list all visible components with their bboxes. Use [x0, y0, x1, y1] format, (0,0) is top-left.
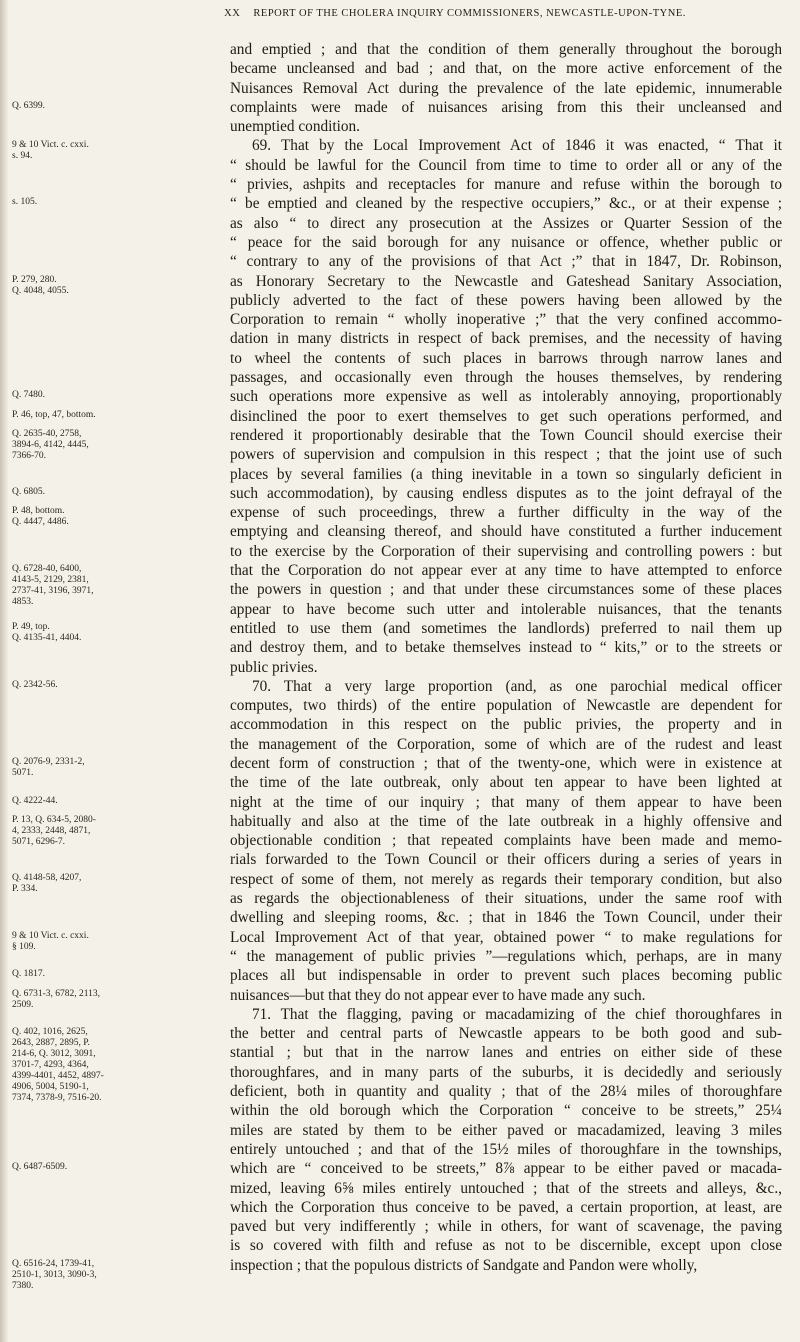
text-line: inspection ; that the populous districts of Sandgate and Pandon were wholly, [230, 1256, 698, 1274]
margin-note-line: Q. 4222-44. [12, 795, 58, 806]
text-line: computes, two thirds) of the entire population of Newcastle are dependent for [230, 697, 782, 715]
margin-note-line: 5071. [12, 768, 34, 779]
text-line: paved but very indifferently ; while in others, for want of scavenage, the paving [230, 1218, 782, 1236]
text-line: the powers in question ; and that under these circumstances some of these places [230, 581, 782, 599]
text-line: decent form of construction ; that of the twenty-one, which were in existence at [230, 754, 782, 772]
margin-note-line: 2510-1, 3013, 3090-3, [12, 1269, 97, 1280]
text-line: to the exercise by the Corporation of their supervising and controlling powers : but [230, 542, 782, 560]
text-line: entirely untouched ; and that of the 15½ miles of thoroughfare in the townships, [230, 1140, 782, 1158]
margin-note-line: Q. 1817. [12, 969, 45, 980]
text-line: such operations more expensive as well as intolerably annoying, proportionably [230, 388, 782, 406]
text-line: which the Corporation thus conceive to be paved, a certain proportion, at least, are [230, 1198, 782, 1216]
text-line: stantial ; but that in the narrow lanes and entries on either side of these [230, 1044, 782, 1062]
margin-note [12, 390, 120, 401]
margin-note-line: Q. 7480. [12, 390, 45, 401]
text-line: “ should be lawful for the Council from time to time to order all or any of the [230, 156, 782, 174]
margin-note-line: 2509. [12, 999, 34, 1010]
text-line: within the old borough which the Corporation “ conceive to be streets,” 25¼ [230, 1102, 782, 1120]
margin-note [12, 757, 120, 779]
margin-note-line: 7380. [12, 1280, 34, 1291]
text-line: the management of the Corporation, some of which are of the rudest and least [230, 735, 782, 753]
text-line: became uncleansed and bad ; and that, on the more active enforcement of the [230, 60, 782, 78]
margin-note-line: Q. 6487-6509. [12, 1162, 68, 1173]
margin-note [12, 429, 120, 462]
margin-note [12, 564, 120, 608]
margin-note-line: P. 49, top. [12, 622, 50, 632]
text-line: “ peace for the said borough for any nuisance or offence, whether public or [230, 233, 782, 251]
margin-note [12, 931, 120, 953]
text-line: “ be emptied and cleaned by the respective occupiers,” &c., or at their expense ; [230, 195, 782, 213]
margin-note-line: Q. 6728-40, 6400, [12, 564, 82, 575]
margin-note-line: Q. 4148-58, 4207, [12, 872, 82, 883]
text-line: the better and central parts of Newcastle appears to be both good and sub- [230, 1025, 782, 1043]
margin-note [12, 969, 120, 980]
margin-note [12, 989, 120, 1011]
margin-note [12, 680, 120, 691]
text-line: complaints were made of nuisances arising from this their uncleansed and [230, 98, 782, 116]
text-line: 70. That a very large proportion (and, as one parochial medical officer [252, 677, 782, 695]
text-line: “ the management of public privies ”—regulations which, perhaps, are in many [230, 947, 782, 965]
text-line: accommodation in this respect on the public privies, the property and in [230, 716, 782, 734]
margin-note-line: Q. 2635-40, 2758, [12, 429, 82, 439]
text-line: entitled to use them (and sometimes the landlords) preferred to nail them up [230, 619, 782, 637]
text-line: as regards the objectionableness of their situations, under the same roof with [230, 890, 782, 908]
text-line: “ contrary to any of the provisions of that Act ;” that in 1847, Dr. Robinson, [230, 253, 782, 271]
margin-note [12, 101, 120, 112]
margin-note [12, 140, 120, 162]
text-line: nuisances—but that they do not appear ever to have made any such. [230, 986, 646, 1004]
margin-note-line: P. 48, bottom. [12, 506, 65, 517]
margin-note-line: 4143-5, 2129, 2381, [12, 575, 89, 586]
text-line: powers of supervision and compulsion in this respect ; that the joint use of such [230, 446, 782, 464]
margin-note-line: Q. 6731-3, 6782, 2113, [12, 988, 101, 999]
margin-note [12, 1162, 120, 1173]
text-line: night at the time of our inquiry ; that many of them appear to have been [230, 793, 782, 811]
margin-note-line: Q. 2076-9, 2331-2, [12, 757, 85, 768]
margin-note [12, 506, 120, 528]
margin-note-line: Q. 6516-24, 1739-41, [12, 1258, 95, 1269]
margin-note-line: § 109. [12, 941, 36, 952]
text-line: unemptied condition. [230, 118, 361, 136]
margin-note-line: Q. 4048, 4055. [12, 285, 69, 296]
margin-note-line: 2737-41, 3196, 3971, [12, 586, 94, 597]
text-line: emptying and cleansing thereof, and should have constituted a further inducement [230, 523, 782, 541]
margin-note-line: 214-6, Q. 3012, 3091, [12, 1049, 96, 1060]
text-line: habitually and also at the time of the late outbreak in a highly offensive and [230, 812, 782, 830]
margin-note [12, 197, 120, 208]
margin-note [12, 1027, 120, 1104]
text-line: public privies. [230, 658, 318, 676]
text-line: rendered it proportionably desirable that the Town Council should exercise their [230, 426, 782, 444]
margin-note-line: Q. 402, 1016, 2625, [12, 1027, 88, 1038]
text-line: and emptied ; and that the condition of them generally throughout the borough [230, 41, 782, 58]
page-binding-shadow [0, 0, 8, 1342]
text-line: the time of the late outbreak, only about ten appear to have been lighted at [230, 774, 782, 792]
text-line: expense of such proceedings, threw a further difficulty in the way of the [230, 504, 782, 522]
text-line: as also “ to direct any prosecution at the Assizes or Quarter Session of the [230, 214, 782, 232]
page-number: XX [224, 8, 241, 19]
margin-note-line: P. 13, Q. 634-5, 2080- [12, 815, 96, 825]
margin-note-line: P. 279, 280. [12, 274, 57, 285]
text-line: Nuisances Removal Act during the prevalence of the late epidemic, innumerable [230, 79, 782, 97]
margin-note-line: P. 334. [12, 883, 38, 894]
margin-note-line: 7366-70. [12, 451, 47, 461]
margin-note-line: Q. 4135-41, 4404. [12, 633, 82, 643]
margin-note [12, 487, 120, 498]
text-line: passages, and occasionally even through the houses themselves, by rendering [230, 369, 782, 387]
margin-note [12, 1259, 120, 1292]
margin-note-line: Q. 6399. [12, 100, 45, 111]
text-line: Local Improvement Act of that year, obtained power “ to make regulations for [230, 928, 782, 946]
margin-note-line: 2643, 2887, 2895, P. [12, 1038, 90, 1049]
text-line: respect of some of them, not merely as regards their temporary condition, but also [230, 870, 782, 888]
margin-note-line: 3894-6, 4142, 4445, [12, 440, 89, 450]
text-line: dwelling and sleeping rooms, &c. ; that in 1846 the Town Council, under their [230, 909, 782, 927]
margin-note [12, 410, 120, 421]
margin-note [12, 275, 120, 297]
text-line: places by several families (a thing inevitable in a town so singularly deficient in [230, 465, 782, 483]
margin-note-line: 4, 2333, 2448, 4871, [12, 826, 91, 836]
margin-note-line: 9 & 10 Vict. c. cxxi. [12, 930, 89, 941]
margin-note-line: Q. 4447, 4486. [12, 517, 69, 528]
margin-note-line: Q. 2342-56. [12, 679, 58, 690]
margin-note [12, 622, 120, 644]
text-line: which are “ conceived to be streets,” 8⅞ appear to be either paved or macada- [230, 1160, 782, 1178]
text-line: such accommodation), by causing endless disputes as to the joint defrayal of the [230, 484, 782, 502]
margin-note-line: 4906, 5004, 5190-1, [12, 1082, 89, 1093]
margin-note-line: 3701-7, 4293, 4364, [12, 1060, 89, 1071]
text-line: thoroughfares, and in many parts of the suburbs, it is decidedly and seriously [230, 1063, 782, 1081]
text-line: appear to have become such utter and intolerable nuisances, that the tenants [230, 600, 782, 618]
running-header [110, 8, 800, 19]
text-line: is so covered with filth and refuse as not to be discernible, except upon close [230, 1237, 782, 1255]
margin-note-line: s. 105. [12, 197, 38, 208]
margin-note-line: s. 94. [12, 150, 33, 161]
text-line: to wheel the contents of such places in barrows through narrow lanes and [230, 349, 782, 367]
margin-note-line: 5071, 6296-7. [12, 837, 66, 847]
margin-note-line: 4399-4401, 4452, 4897- [12, 1071, 104, 1082]
text-line: and destroy them, and to betake themselves instead to “ kits,” or to the streets or [230, 639, 782, 657]
text-line: miles are stated by them to be either paved or macadamized, leaving 3 miles [230, 1121, 782, 1139]
margin-note [12, 815, 120, 848]
text-line: 69. That by the Local Improvement Act of 1846 it was enacted, “ That it [252, 137, 782, 155]
text-line: publicly adverted to the fact of these powers having been allowed by the [230, 291, 782, 309]
margin-note-line: Q. 6805. [12, 486, 45, 497]
text-line: as Honorary Secretary to the Newcastle and Gateshead Sanitary Association, [230, 272, 782, 290]
margin-note [12, 796, 120, 807]
text-line: objectionable condition ; that repeated complaints have been made and memo- [230, 832, 782, 850]
body-text [230, 40, 782, 1275]
text-line: Corporation to remain “ wholly inoperative ;” that the very confined accommo- [230, 311, 782, 329]
text-line: deficient, both in quantity and quality ; that of the 28¼ miles of thoroughfare [230, 1083, 782, 1101]
text-line: mized, leaving 6⅝ miles entirely untouched ; that of the streets and alleys, &c., [230, 1179, 782, 1197]
margin-note-line: 7374, 7378-9, 7516-20. [12, 1093, 102, 1104]
running-title: REPORT OF THE CHOLERA INQUIRY COMMISSIONERS, NEWCASTLE-UPON-TYNE. [253, 8, 686, 19]
margin-note [12, 873, 120, 895]
text-line: 71. That the flagging, paving or macadamizing of the chief thoroughfares in [252, 1005, 782, 1023]
text-line: rials forwarded to the Town Council or their officers during a series of years in [230, 851, 782, 869]
text-line: disinclined the poor to exert themselves to get such operations performed, and [230, 407, 782, 425]
margin-note-line: 4853. [12, 597, 34, 608]
margin-note-line: P. 46, top, 47, bottom. [12, 409, 96, 420]
text-line: that the Corporation do not appear ever at any time to have attempted to enforce [230, 562, 782, 580]
text-line: dation in many districts in respect of back premises, and the necessity of having [230, 330, 782, 348]
text-line: “ privies, ashpits and receptacles for manure and refuse within the borough to [230, 176, 782, 194]
text-line: places all but indispensable in order to prevent such places becoming public [230, 967, 782, 985]
margin-note-line: 9 & 10 Vict. c. cxxi. [12, 139, 89, 150]
